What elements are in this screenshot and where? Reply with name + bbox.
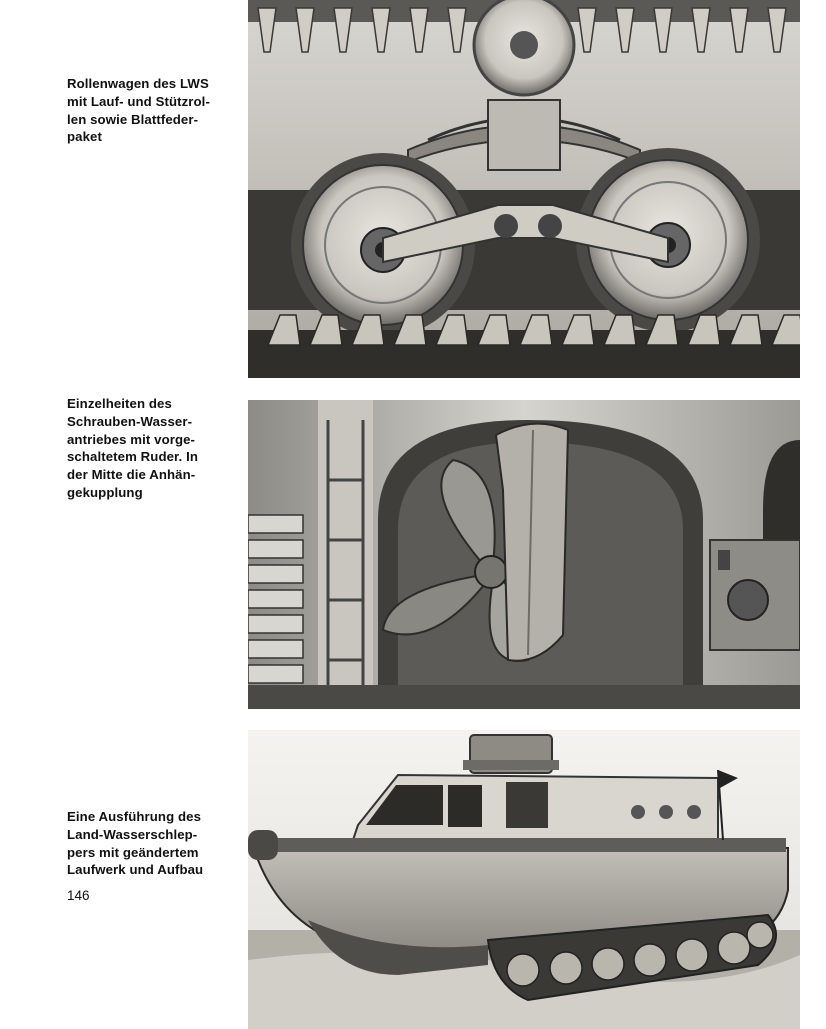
- caption-line: Eine Ausführung des: [67, 809, 202, 824]
- caption-line: mit Lauf- und Stützrol-: [67, 93, 210, 109]
- caption-line: schaltetem Ruder. In: [67, 449, 198, 465]
- caption-line: Schrauben-Wasser-: [67, 413, 193, 429]
- propeller-drive-photo: [248, 400, 800, 709]
- page-number: 146: [67, 888, 90, 903]
- caption-roller-carriage: [67, 75, 232, 146]
- caption-line: Land-Wasserschlep-: [67, 826, 198, 842]
- caption-line: Einzelheiten des: [67, 396, 172, 411]
- caption-line: pers mit geändertem: [67, 844, 199, 860]
- caption-line: der Mitte die Anhän-: [67, 467, 196, 483]
- caption-line: antriebes mit vorge-: [67, 431, 196, 447]
- caption-propeller-drive: [67, 395, 232, 502]
- amphibious-tractor-photo: [248, 730, 800, 1029]
- caption-line: gekupplung: [67, 484, 143, 500]
- caption-line: len sowie Blattfeder-: [67, 111, 199, 127]
- caption-line: paket: [67, 129, 102, 145]
- caption-amphibious-tractor: [67, 808, 232, 879]
- caption-line: Rollenwagen des LWS: [67, 76, 209, 91]
- caption-line: Laufwerk und Aufbau: [67, 862, 204, 878]
- roller-carriage-photo: [248, 0, 800, 378]
